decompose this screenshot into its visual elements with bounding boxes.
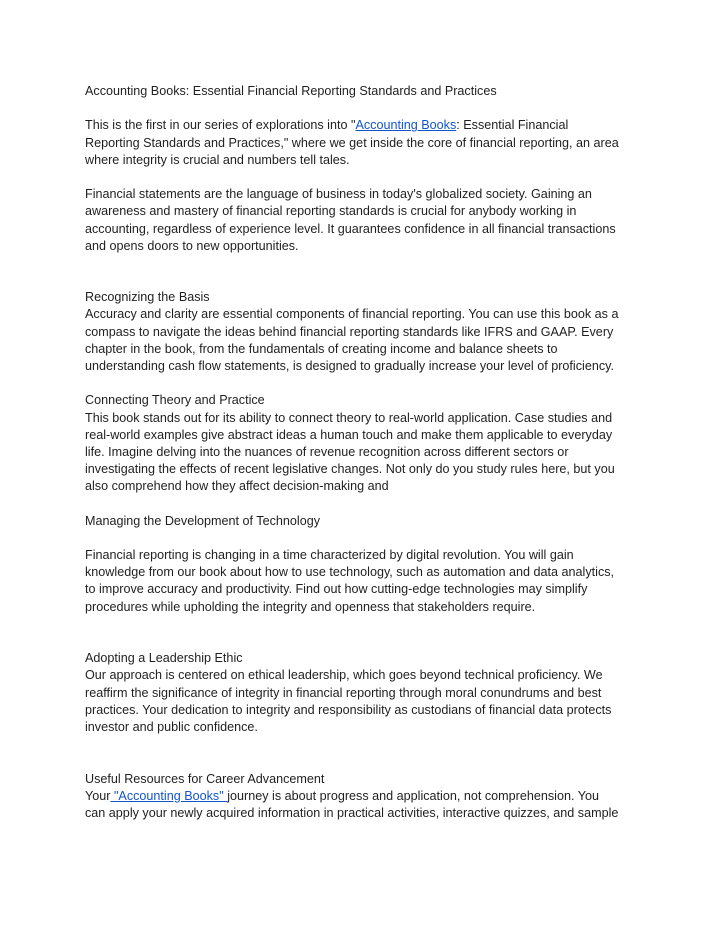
paragraph-line: This book stands out for its ability to connect theory to real-world application. Case studies and — [85, 410, 613, 425]
intro-line-1 — [85, 117, 645, 134]
intro-line-2: Reporting Standards and Practices," where we get inside the core of financial reporting, an area — [85, 135, 619, 150]
paragraph-line: understanding cash flow statements, is designed to gradually increase your level of proficiency. — [85, 359, 614, 374]
section-heading: Managing the Development of Technology — [85, 513, 321, 528]
section-heading: Adopting a Leadership Ethic — [85, 651, 243, 666]
paragraph-line: life. Imagine delving into the nuances of revenue recognition across different sectors or — [85, 444, 569, 459]
paragraph-line: practices. Your dedication to integrity and responsibility as custodians of financial data protects — [85, 702, 612, 717]
spacer — [85, 496, 645, 513]
paragraph-line: also comprehend how they affect decision-making and — [85, 479, 389, 494]
intro-text-post: : Essential Financial — [456, 118, 569, 133]
paragraph-line: and opens doors to new opportunities. — [85, 238, 299, 253]
paragraph-line: reaffirm the significance of integrity in financial reporting through moral conundrums and best — [85, 685, 602, 700]
intro-text-pre: This is the first in our series of explorations into " — [85, 118, 356, 133]
spacer — [85, 736, 645, 770]
paragraph-line: knowledge from our book about how to use technology, such as automation and data analytics, — [85, 565, 615, 580]
spacer — [85, 100, 645, 117]
accounting-books-link[interactable]: Accounting Books — [355, 118, 457, 133]
paragraph-line: Our approach is centered on ethical leadership, which goes beyond technical proficiency. We — [85, 668, 603, 683]
spacer — [85, 255, 645, 289]
section-heading: Connecting Theory and Practice — [85, 393, 265, 408]
paragraph-line: compass to navigate the ideas behind financial reporting standards like IFRS and GAAP. Every — [85, 324, 614, 339]
paragraph-line: to improve accuracy and productivity. Find out how cutting-edge technologies may simplify — [85, 582, 588, 597]
resources-text-post: journey is about progress and application, not comprehension. You — [227, 788, 599, 803]
document-title: Accounting Books: Essential Financial Reporting Standards and Practices — [85, 84, 497, 98]
paragraph-line: awareness and mastery of financial reporting standards is crucial for anybody working in — [85, 204, 577, 219]
paragraph-line: investor and public confidence. — [85, 719, 258, 734]
document-body — [85, 83, 645, 822]
spacer — [85, 169, 645, 186]
intro-line-3: where integrity is crucial and numbers tell tales. — [85, 152, 350, 167]
accounting-books-link[interactable]: "Accounting Books" — [110, 788, 228, 803]
spacer — [85, 375, 645, 392]
paragraph-line: Financial statements are the language of business in today's globalized society. Gaining an — [85, 187, 592, 202]
section-heading: Recognizing the Basis — [85, 290, 210, 305]
section-heading: Useful Resources for Career Advancement — [85, 771, 325, 786]
paragraph-line: accounting, regardless of experience level. It guarantees confidence in all financial transactions — [85, 221, 616, 236]
paragraph-line: real-world examples give abstract ideas a human touch and make them applicable to everyday — [85, 427, 613, 442]
paragraph-line: chapter in the book, from the fundamentals of creating income and balance sheets to — [85, 341, 558, 356]
resources-text-pre: Your — [85, 788, 111, 803]
spacer — [85, 530, 645, 547]
paragraph-line: investigating the effects of recent legislative changes. Not only do you study rules here, but you — [85, 462, 615, 477]
spacer — [85, 616, 645, 650]
paragraph-line: Accuracy and clarity are essential components of financial reporting. You can use this book as a — [85, 307, 619, 322]
paragraph-line: procedures while upholding the integrity and openness that stakeholders require. — [85, 599, 536, 614]
resources-line-1 — [85, 788, 645, 805]
paragraph-line: Financial reporting is changing in a time characterized by digital revolution. You will gain — [85, 548, 574, 563]
paragraph-line: can apply your newly acquired information in practical activities, interactive quizzes, and sample — [85, 805, 619, 820]
